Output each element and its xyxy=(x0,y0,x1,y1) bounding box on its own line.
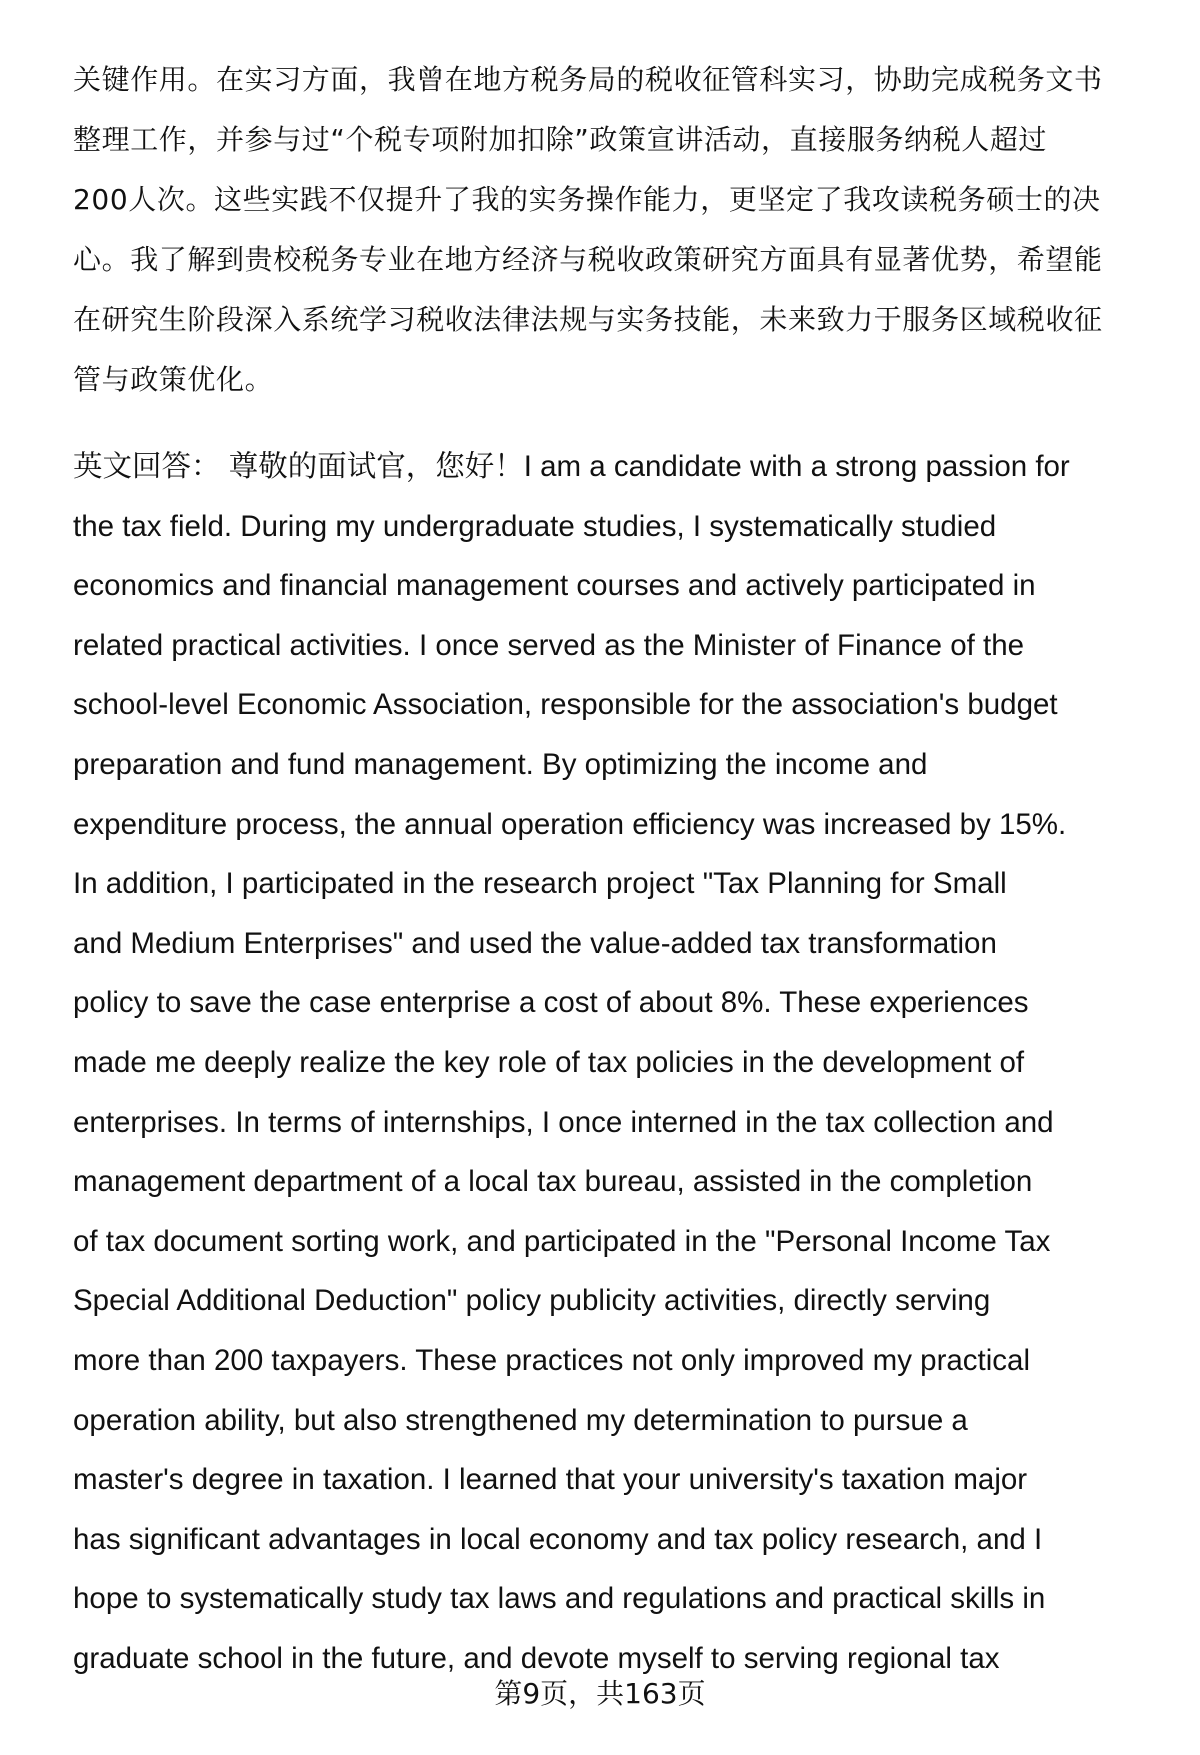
text-line-zh: 200人次。这些实践不仅提升了我的实务操作能力，更坚定了我攻读税务硕士的决 xyxy=(73,183,1101,216)
text-line-zh: 整理工作，并参与过“个税专项附加扣除”政策宣讲活动，直接服务纳税人超过 xyxy=(73,123,1048,156)
text-line-en: policy to save the case enterprise a cost of about 8%. These experiences xyxy=(73,986,1029,1020)
text-line-en: In addition, I participated in the research project "Tax Planning for Small xyxy=(73,867,1007,901)
text-line-zh: 心。我了解到贵校税务专业在地方经济与税收政策研究方面具有显著优势，希望能 xyxy=(73,243,1103,276)
text-line-en: master's degree in taxation. I learned that your university's taxation major xyxy=(73,1463,1028,1497)
text-line-en: made me deeply realize the key role of tax policies in the development of xyxy=(73,1046,1025,1079)
text-line-en: preparation and fund management. By optimizing the income and xyxy=(73,748,928,781)
text-line-zh: 在研究生阶段深入系统学习税收法律法规与实务技能，未来致力于服务区域税收征 xyxy=(73,303,1103,336)
text-line-en: hope to systematically study tax laws and regulations and practical skills in xyxy=(73,1582,1046,1616)
text-line-en: management department of a local tax bureau, assisted in the completion xyxy=(73,1165,1033,1199)
text-line-en: operation ability, but also strengthened my determination to pursue a xyxy=(73,1403,968,1437)
text-line-en: related practical activities. I once served as the Minister of Finance of the xyxy=(73,628,1025,662)
text-line-en: of tax document sorting work, and participated in the "Personal Income Tax xyxy=(73,1224,1051,1258)
text-line-en: more than 200 taxpayers. These practices not only improved my practical xyxy=(73,1344,1031,1377)
text-line-en: school-level Economic Association, responsible for the association's budget xyxy=(73,688,1058,722)
text-line-en: graduate school in the future, and devote myself to serving regional tax xyxy=(73,1642,1000,1675)
text-line-en: 英文回答： 尊敬的面试官，您好！I am a candidate with a strong passion for xyxy=(73,450,1070,483)
page-number: 第9页，共163页 xyxy=(494,1677,706,1710)
text-line-en: economics and financial management courses and actively participated in xyxy=(73,569,1036,603)
text-line-en: has significant advantages in local economy and tax policy research, and I xyxy=(73,1522,1043,1556)
text-line-en: Special Additional Deduction" policy publicity activities, directly serving xyxy=(73,1284,991,1318)
text-line-en: and Medium Enterprises" and used the value-added tax transformation xyxy=(73,926,997,960)
text-line-en: expenditure process, the annual operation efficiency was increased by 15%. xyxy=(73,807,1067,841)
text-line-zh: 关键作用。在实习方面，我曾在地方税务局的税收征管科实习，协助完成税务文书 xyxy=(73,63,1103,96)
text-line-zh: 管与政策优化。 xyxy=(73,363,274,396)
text-line-en: the tax field. During my undergraduate studies, I systematically studied xyxy=(73,509,997,543)
text-line-en: enterprises. In terms of internships, I once interned in the tax collection and xyxy=(73,1105,1054,1139)
